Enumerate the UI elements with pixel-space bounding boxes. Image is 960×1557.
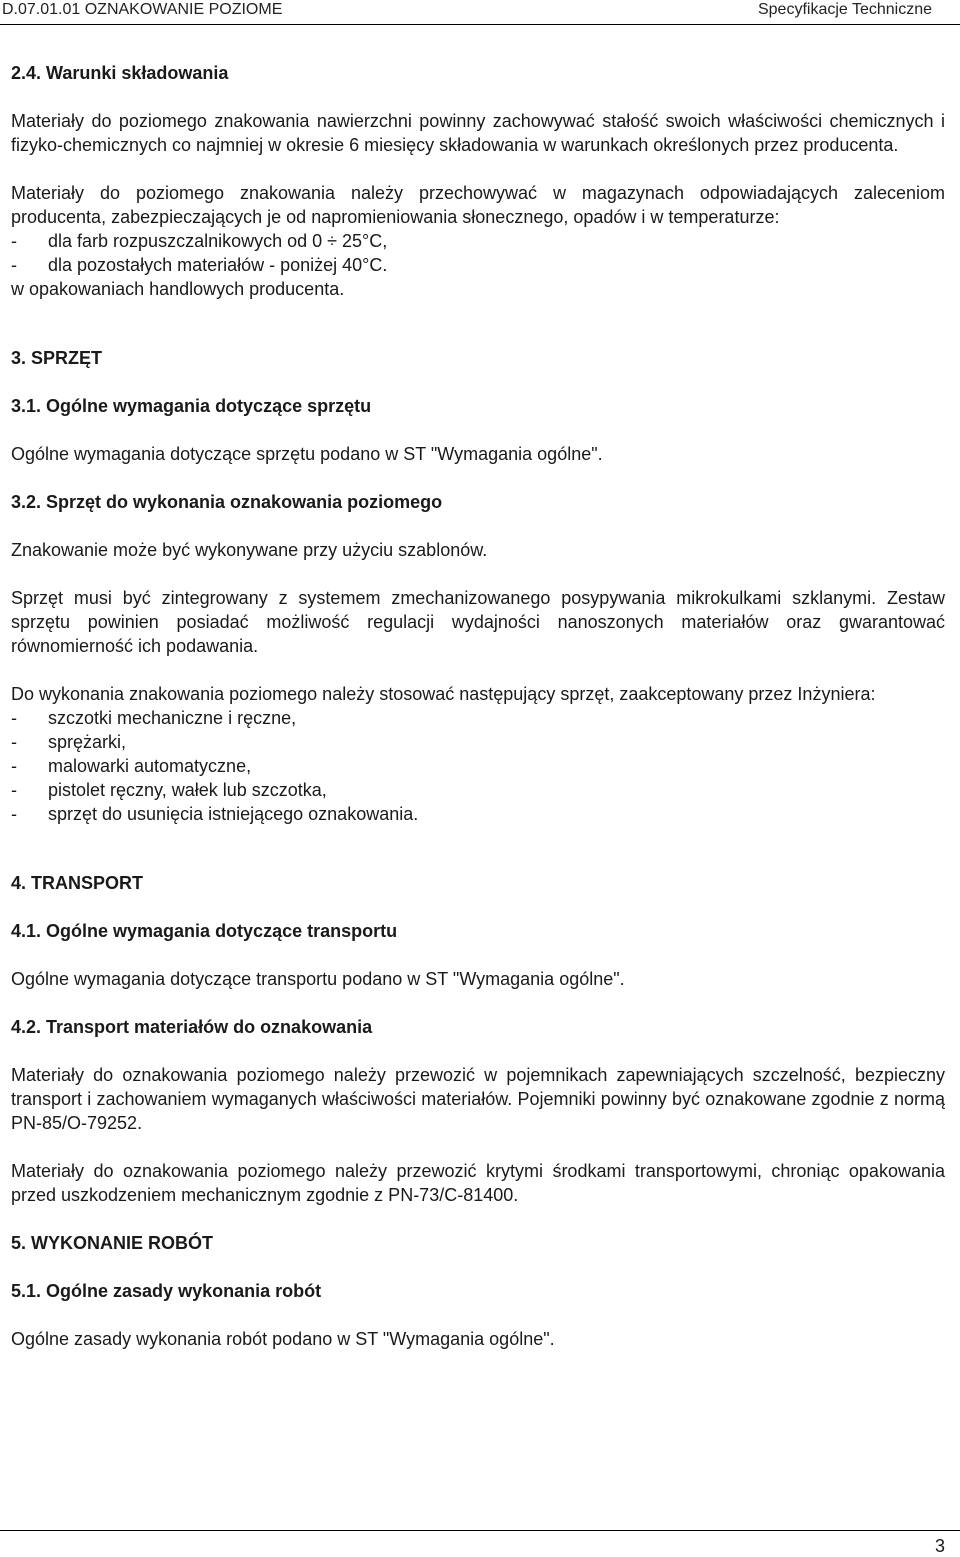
list-bullet: - [11, 804, 17, 824]
header-document-code: D.07.01.01 OZNAKOWANIE POZIOME [2, 1, 283, 18]
page-number: 3 [934, 1536, 945, 1556]
list-item [11, 730, 945, 754]
list-item [11, 253, 945, 277]
section-3-2-paragraph-2: Sprzęt musi być zintegrowany z systemem zmechanizowanego posypywania mikrokulkami szklanymi. Zestaw sprzętu powinien posiadać możliwość regulacji wydajności nanoszonych materiałów oraz gwarantować równomierność ich podawania. [11, 588, 945, 656]
section-2-4-paragraph-3: w opakowaniach handlowych producenta. [11, 279, 345, 299]
page-header [0, 0, 960, 26]
section-4-2-paragraph-2: Materiały do oznakowania poziomego należy przewozić krytymi środkami transportowymi, chroniąc opakowania przed uszkodzeniem mechanicznym zgodnie z PN-73/C-81400. [11, 1161, 945, 1205]
list-item [11, 802, 945, 826]
section-4-heading: 4. TRANSPORT [11, 873, 144, 893]
list-bullet: - [11, 756, 17, 776]
document-body [11, 61, 945, 1351]
list-bullet: - [11, 780, 17, 800]
list-item-text: szczotki mechaniczne i ręczne, [48, 708, 297, 728]
section-3-heading: 3. SPRZĘT [11, 348, 103, 368]
list-item [11, 706, 945, 730]
section-3-1-paragraph: Ogólne wymagania dotyczące sprzętu podano w ST "Wymagania ogólne". [11, 444, 603, 464]
section-4-2-paragraph-1: Materiały do oznakowania poziomego należy przewozić w pojemnikach zapewniających szczelność, bezpieczny transport i zachowaniem wymaganych właściwości materiałów. Pojemniki powinny być oznakowane zgodnie z normą PN-85/O-79252. [11, 1065, 945, 1133]
section-5-1-heading: 5.1. Ogólne zasady wykonania robót [11, 1281, 322, 1301]
list-bullet: - [11, 255, 17, 275]
section-2-4-heading: 2.4. Warunki składowania [11, 63, 229, 83]
section-5-1-paragraph: Ogólne zasady wykonania robót podano w ST "Wymagania ogólne". [11, 1329, 555, 1349]
section-5-heading: 5. WYKONANIE ROBÓT [11, 1233, 214, 1253]
list-item [11, 754, 945, 778]
list-bullet: - [11, 231, 17, 251]
section-2-4-paragraph-2: Materiały do poziomego znakowania należy przechowywać w magazynach odpowiadających zaleceniom producenta, zabezpieczających je od napromieniowania słonecznego, opadów i w temperaturze: [11, 183, 945, 227]
list-item-text: malowarki automatyczne, [48, 756, 252, 776]
section-4-1-heading: 4.1. Ogólne wymagania dotyczące transportu [11, 921, 398, 941]
list-item-text: dla pozostałych materiałów - poniżej 40°C. [48, 255, 388, 275]
list-item-text: pistolet ręczny, wałek lub szczotka, [48, 780, 327, 800]
section-2-4-paragraph-1: Materiały do poziomego znakowania nawierzchni powinny zachowywać stałość swoich właściwości chemicznych i fizyko-chemicznych co najmniej w okresie 6 miesięcy składowania w warunkach określonych przez producenta. [11, 111, 945, 155]
list-bullet: - [11, 732, 17, 752]
list-item-text: dla farb rozpuszczalnikowych od 0 ÷ 25°C, [48, 231, 388, 251]
footer-rule [0, 1530, 960, 1531]
list-item-text: sprzęt do usunięcia istniejącego oznakowania. [48, 804, 419, 824]
section-3-2-paragraph-3: Do wykonania znakowania poziomego należy stosować następujący sprzęt, zaakceptowany przez Inżyniera: [11, 684, 876, 704]
header-rule [0, 24, 960, 25]
section-3-2-paragraph-1: Znakowanie może być wykonywane przy użyciu szablonów. [11, 540, 488, 560]
list-item-text: sprężarki, [48, 732, 127, 752]
section-3-1-heading: 3.1. Ogólne wymagania dotyczące sprzętu [11, 396, 372, 416]
section-4-2-heading: 4.2. Transport materiałów do oznakowania [11, 1017, 373, 1037]
list-item [11, 229, 945, 253]
list-item [11, 778, 945, 802]
section-4-1-paragraph: Ogólne wymagania dotyczące transportu podano w ST "Wymagania ogólne". [11, 969, 625, 989]
list-bullet: - [11, 708, 17, 728]
header-document-type: Specyfikacje Techniczne [757, 1, 932, 18]
section-3-2-heading: 3.2. Sprzęt do wykonania oznakowania poziomego [11, 492, 443, 512]
